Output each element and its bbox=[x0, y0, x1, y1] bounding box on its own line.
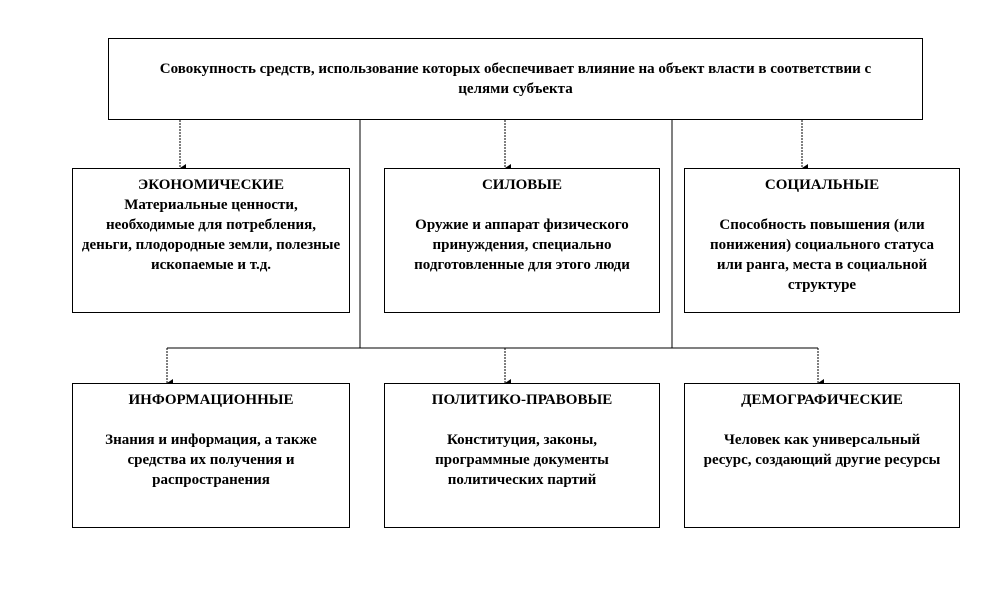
information-title: ИНФОРМАЦИОННЫЕ bbox=[128, 392, 294, 408]
demographic-text: Человек как универсальный ресурс, создающий другие ресурсы bbox=[703, 432, 941, 468]
force-title: СИЛОВЫЕ bbox=[481, 177, 563, 193]
information-resources-box bbox=[72, 383, 350, 528]
top-definition-box bbox=[108, 38, 923, 120]
information-text: Знания и информация, а также средства их получения и распространения bbox=[105, 432, 317, 488]
top-definition-text: Совокупность средств, использование которых обеспечивает влияние на объект власти в соответствии с целями субъекта bbox=[159, 61, 872, 97]
political-legal-resources-box bbox=[384, 383, 660, 528]
economic-title: ЭКОНОМИЧЕСКИЕ bbox=[138, 177, 284, 193]
social-resources-box bbox=[684, 168, 960, 313]
social-title: СОЦИАЛЬНЫЕ bbox=[764, 177, 880, 193]
demographic-title: ДЕМОГРАФИЧЕСКИЕ bbox=[741, 392, 903, 408]
economic-text: Материальные ценности, необходимые для потребления, деньги, плодородные земли, полезные ископаемые и т.д. bbox=[81, 197, 341, 273]
social-text: Способность повышения (или понижения) социального статуса или ранга, места в социальной структуре bbox=[709, 217, 935, 293]
force-resources-box bbox=[384, 168, 660, 313]
political-legal-text: Конституция, законы, программные документы политических партий bbox=[435, 432, 609, 488]
force-text: Оружие и аппарат физического принуждения, специально подготовленные для этого люди bbox=[414, 217, 630, 273]
economic-resources-box bbox=[72, 168, 350, 313]
demographic-resources-box bbox=[684, 383, 960, 528]
political-legal-title: ПОЛИТИКО-ПРАВОВЫЕ bbox=[431, 392, 613, 408]
